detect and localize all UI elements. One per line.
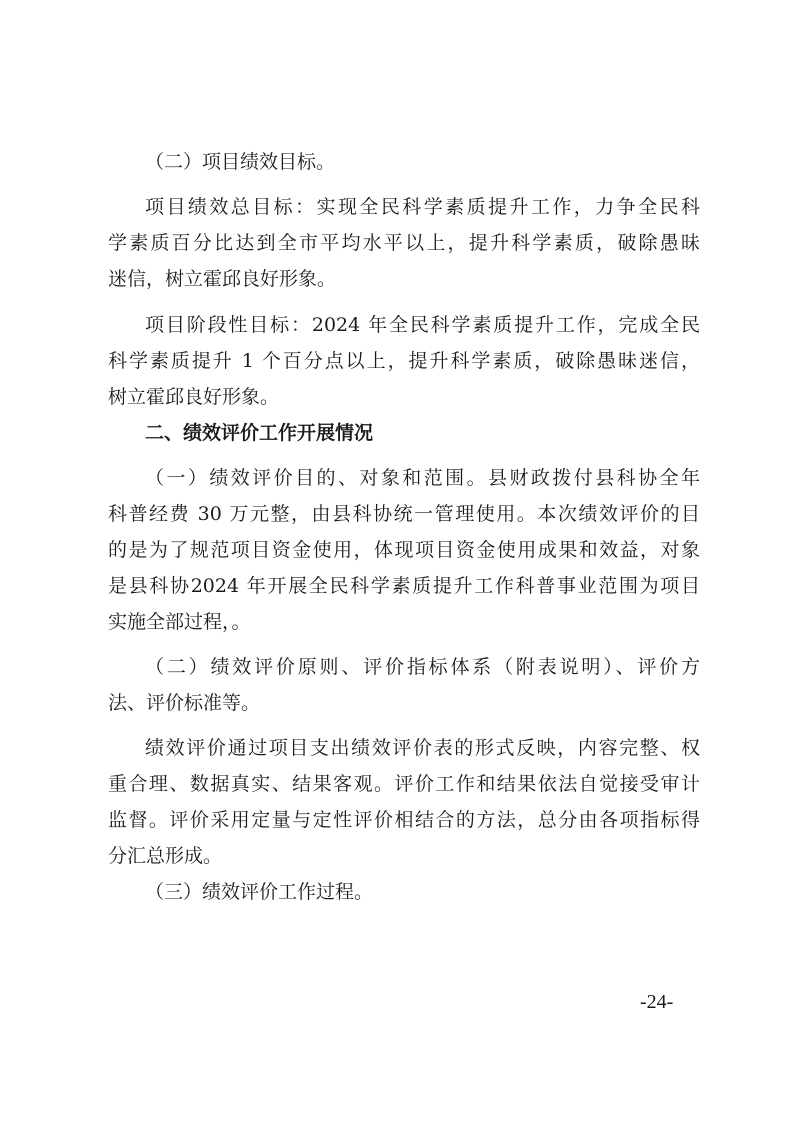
- paragraph-line: 是县科协2024 年开展全民科学素质提升工作科普事业范围为项目: [108, 575, 700, 597]
- paragraph-line: 重合理、数据真实、结果客观。评价工作和结果依法自觉接受审计: [108, 773, 700, 795]
- paragraph-line: 学素质百分比达到全市平均水平以上，提升科学素质，破除愚昧: [108, 232, 700, 254]
- paragraph-line: 分汇总形成。: [108, 845, 223, 867]
- subheading-evaluation-process: （三）绩效评价工作过程。: [145, 881, 374, 903]
- paragraph-line: 的是为了规范项目资金使用，体现项目资金使用成果和效益，对象: [108, 539, 700, 561]
- paragraph-line: （二）绩效评价原则、评价指标体系（附表说明）、评价方: [145, 656, 700, 678]
- paragraph-line: （一）绩效评价目的、对象和范围。县财政拨付县科协全年: [145, 467, 700, 489]
- subheading-performance-goals: （二）项目绩效目标。: [145, 151, 336, 173]
- paragraph-line: 项目阶段性目标：2024 年全民科学素质提升工作，完成全民: [145, 314, 700, 336]
- page-number: -24-: [640, 991, 674, 1013]
- section-heading: 二、绩效评价工作开展情况: [145, 422, 374, 444]
- paragraph-line: 科普经费 30 万元整，由县科协统一管理使用。本次绩效评价的目: [108, 503, 700, 525]
- paragraph-line: 树立霍邱良好形象。: [108, 386, 280, 408]
- paragraph-line: 监督。评价采用定量与定性评价相结合的方法，总分由各项指标得: [108, 809, 700, 831]
- paragraph-line: 迷信，树立霍邱良好形象。: [108, 268, 337, 290]
- paragraph-line: 绩效评价通过项目支出绩效评价表的形式反映，内容完整、权: [145, 737, 700, 759]
- paragraph-line: 实施全部过程，。: [108, 611, 251, 633]
- paragraph-line: 科学素质提升 1 个百分点以上，提升科学素质，破除愚昧迷信，: [108, 350, 700, 372]
- paragraph-line: 法、评价标准等。: [108, 692, 261, 714]
- paragraph-line: 项目绩效总目标：实现全民科学素质提升工作，力争全民科: [145, 196, 700, 218]
